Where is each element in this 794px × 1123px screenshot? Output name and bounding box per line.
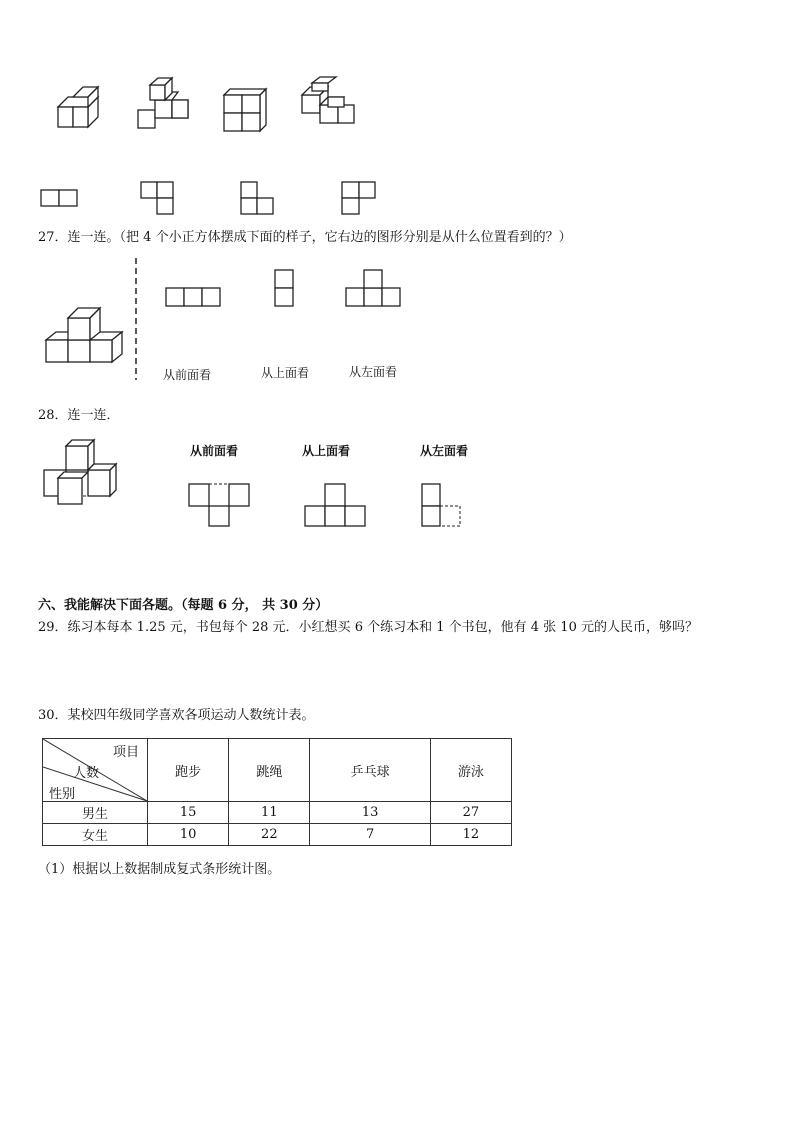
table-cell: 12 — [430, 824, 511, 846]
table-cell: 10 — [148, 824, 229, 846]
corner-label-count: 人数 — [73, 766, 100, 781]
q28-views-row — [185, 480, 470, 530]
flat-view-2 — [141, 182, 173, 214]
q27-text: 27．连一连。（把 4 个小正方体摆成下面的样子，它右边的图形分别是从什么位置看到的？） — [38, 230, 572, 245]
flat-view-1 — [41, 190, 77, 206]
table-cell: 11 — [229, 802, 310, 824]
q28-view-a — [189, 484, 249, 526]
q27-divider — [133, 258, 139, 380]
q27-label-top: 从上面看 — [261, 366, 310, 380]
cube-solid-3 — [224, 89, 266, 131]
q28-text: 28．连一连． — [38, 408, 120, 423]
sports-stats-table — [42, 738, 512, 846]
table-header-row — [43, 739, 512, 802]
table-cell: 13 — [310, 802, 430, 824]
q28-label-front: 从前面看 — [190, 444, 239, 458]
table-cell: 7 — [310, 824, 430, 846]
q28-view-c — [422, 484, 460, 526]
flat-view-3 — [241, 182, 273, 214]
q30-sub1-text: （1）根据以上数据制成复式条形统计图。 — [38, 862, 281, 877]
q27-view-front-row — [160, 268, 410, 310]
table-cell: 22 — [229, 824, 310, 846]
q27-view-b — [275, 270, 293, 306]
q28-cube-solid — [40, 438, 120, 508]
q30-text: 30．某校四年级同学喜欢各项运动人数统计表。 — [38, 708, 315, 723]
table-cell: 27 — [430, 802, 511, 824]
q27-label-left: 从左面看 — [349, 365, 398, 379]
q27-view-a — [166, 288, 220, 306]
q28-view-b — [305, 484, 365, 526]
cube-solids-row — [40, 75, 380, 135]
column-header: 乒乓球 — [310, 739, 430, 802]
q28-label-top: 从上面看 — [302, 444, 351, 458]
flat-view-4 — [342, 182, 375, 214]
table-row — [43, 802, 512, 824]
q28-label-left: 从左面看 — [420, 444, 469, 458]
table-corner-cell — [43, 739, 148, 802]
table-cell: 15 — [148, 802, 229, 824]
cube-solid-2 — [138, 78, 188, 128]
column-header: 跑步 — [148, 739, 229, 802]
corner-label-item: 项目 — [112, 745, 139, 760]
row-label: 女生 — [43, 824, 148, 846]
q27-view-c — [346, 270, 400, 306]
column-header: 游泳 — [430, 739, 511, 802]
q27-cube-solid — [44, 300, 126, 368]
q27-label-front: 从前面看 — [163, 368, 212, 382]
cube-solid-4 — [302, 77, 354, 123]
section6-heading: 六、我能解决下面各题。（每题 6 分， 共 30 分） — [38, 598, 329, 613]
table-row — [43, 824, 512, 846]
corner-label-gender: 性别 — [49, 787, 76, 802]
column-header: 跳绳 — [229, 739, 310, 802]
cube-solid-1 — [58, 87, 98, 127]
q29-text: 29．练习本每本 1.25 元，书包每个 28 元．小红想买 6 个练习本和 1 个书包，他有 4 张 10 元的人民币，够吗？ — [38, 620, 698, 635]
row-label: 男生 — [43, 802, 148, 824]
flat-views-row — [38, 180, 378, 216]
